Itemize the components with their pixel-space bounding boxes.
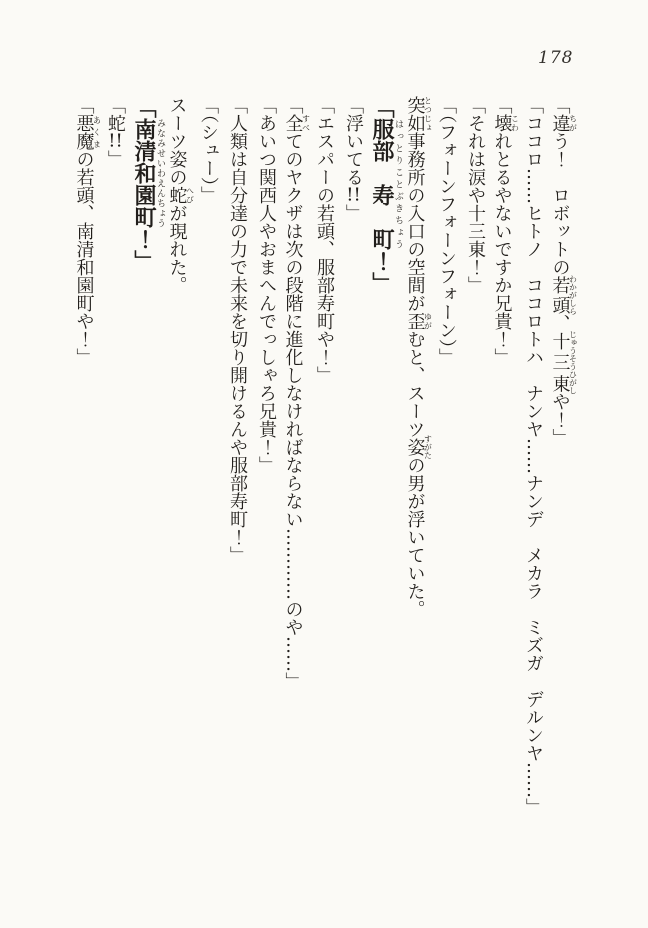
tate-chu-yoko-exclamation: !! — [108, 132, 123, 150]
ruby-annotated-text: 若頭わかがしら — [549, 275, 578, 315]
dialogue-akuma: 「悪魔あくまの若頭、南清和園町や！」 — [73, 96, 102, 366]
ruby-annotated-text: 服部 寿 町はっとりことぶきちょう — [369, 118, 403, 250]
dialogue-hebi: 「蛇!!」 — [105, 96, 126, 168]
ruby-annotated-text: 南清和園町みなみせいわえんちょう — [131, 118, 165, 228]
dialogue-chigau: 「違ちがう！ ロボットの若頭わかがしら、十三東じゅうそうひがしや！」 — [549, 96, 578, 447]
dialogue-esper: 「エスパーの若頭、服部寿町や！」 — [314, 96, 335, 384]
ruby-annotated-text: 十三東じゅうそうひがし — [549, 330, 578, 395]
sfx-hiss: 「（シュー）」 — [198, 96, 219, 204]
text-column-container — [72, 96, 577, 908]
dialogue-kowareteru: 「壊こわれとるやないですか兄貴！」 — [491, 96, 520, 366]
ruby-annotated-text: 違ちが — [549, 114, 578, 132]
dialogue-uiteru: 「浮いてる!!」 — [343, 96, 364, 222]
ruby-annotated-text: 壊こわ — [491, 114, 520, 132]
tate-chu-yoko-exclamation: !! — [346, 186, 361, 204]
dialogue-minami-name: 「南清和園町みなみせいわえんちょう！」 — [131, 96, 165, 272]
ruby-annotated-text: 蛇へび — [166, 186, 195, 204]
ruby-annotated-text: 歪ゆが — [404, 312, 433, 330]
ruby-annotated-text: 全すべ — [282, 114, 311, 132]
dialogue-kokoro: 「ココロ……ヒトノ ココロトハ ナンヤ……ナンデ メカラ ミズガ デルンヤ……」 — [523, 96, 544, 816]
dialogue-jinrui: 「人類は自分達の力で未来を切り開けるんや服部寿町！」 — [227, 96, 248, 564]
dialogue-hattori-name: 「服部 寿 町はっとりことぶきちょう！」 — [369, 96, 403, 294]
dialogue-namida: 「それは涙や十三東！」 — [465, 96, 486, 294]
narration-space-warp: 突如とつじょ事務所の入口の空間が歪ゆがむと、スーツ姿すがたの男が浮いていた。 — [404, 96, 433, 618]
dialogue-evolution: 「全すべてのヤクザは次の段階に進化しなければならない…………のや……」 — [282, 96, 311, 690]
ruby-annotated-text: 悪魔あくま — [73, 114, 102, 150]
narration-snake: スーツ姿の蛇へびが現れた。 — [166, 96, 195, 294]
sfx-phone: 「（フォーンフォーンフォーン）」 — [436, 96, 457, 366]
ruby-annotated-text: 姿すがた — [404, 435, 433, 459]
page-number: 178 — [538, 48, 574, 68]
dialogue-kansaijin: 「あいつ関西人やおまへんでっしゃろ兄貴！」 — [256, 96, 277, 474]
ruby-annotated-text: 突如とつじょ — [404, 96, 433, 132]
